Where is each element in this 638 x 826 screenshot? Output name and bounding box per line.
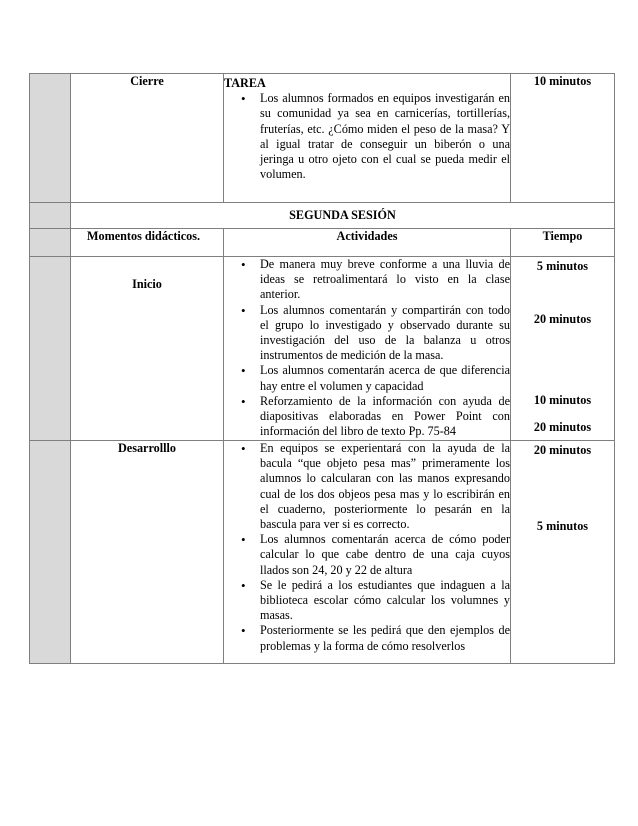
task-title: TAREA [224, 76, 266, 90]
list-item: • Los alumnos formados en equipos investigarán en su comunidad ya sea en carnicerías, tortillerías, fruterías, etc. ¿Cómo miden el peso de la masa? Y al igual tratar de conseguir un biberón o una jeringa u otro ojeto con el cual se pueda medir el volumen. [224, 91, 510, 182]
list-item: • Reforzamiento de la información con ayuda de diapositivas elaboradas en Power Point con información del libro de texto Pp. 75-84 [224, 394, 510, 440]
list-item: • En equipos se experientará con la ayuda de la bacula “que objeto pesa mas” primeramente los alumnos lo calcularan con las manos expresando cual de los dos objeos pesa mas y lo escribirán en el cuaderno, posteriormente lo pesarán en la bascula para ver si es correcto. [224, 441, 510, 532]
inicio-row [30, 257, 615, 441]
side-shade [30, 257, 71, 441]
time-value: 10 minutos [533, 393, 592, 407]
inicio-list [224, 257, 510, 439]
header-moments: Momentos didácticos. [71, 229, 224, 257]
lesson-plan-table [29, 73, 615, 664]
activities-desarrollo [224, 441, 511, 664]
activities-inicio [224, 257, 511, 441]
list-item: • De manera muy breve conforme a una lluvia de ideas se retroalimentará lo visto en la clase anterior. [224, 257, 510, 303]
activities-cierre [224, 74, 511, 203]
side-shade [30, 441, 71, 664]
list-item: • Los alumnos comentarán y compartirán con todo el grupo lo investigado y observado durante su investigación del uso de la balanza u otros instrumentos de medición de la masa. [224, 303, 510, 364]
header-row [30, 229, 615, 257]
side-shade [30, 229, 71, 257]
time-cierre: 10 minutos [511, 74, 615, 203]
desarrollo-list [224, 441, 510, 654]
side-shade [30, 74, 71, 203]
session-row [30, 203, 615, 229]
time-inicio [511, 257, 615, 441]
moment-desarrollo: Desarrolllo [71, 441, 224, 664]
header-activities: Actividades [224, 229, 511, 257]
list-item: • Los alumnos comentarán acerca de cómo poder calcular lo que cabe dentro de una caja cuyos llados son 24, 20 y 22 de altura [224, 532, 510, 578]
time-value: 20 minutos [533, 420, 592, 434]
header-time: Tiempo [511, 229, 615, 257]
time-value: 5 minutos [536, 519, 589, 533]
time-value: 20 minutos [533, 312, 592, 326]
time-value: 5 minutos [536, 259, 589, 273]
list-item: • Se le pedirá a los estudiantes que indaguen a la biblioteca escolar cómo calcular los volumnes y masas. [224, 578, 510, 624]
list-item: • Los alumnos comentarán acerca de que diferencia hay entre el volumen y capacidad [224, 363, 510, 393]
moment-inicio: Inicio [71, 257, 224, 441]
desarrollo-row [30, 441, 615, 664]
cierre-list [224, 91, 510, 182]
side-shade [30, 203, 71, 229]
time-desarrollo [511, 441, 615, 664]
session-title: SEGUNDA SESIÓN [71, 203, 615, 229]
cierre-row [30, 74, 615, 203]
time-value: 20 minutos [533, 443, 592, 457]
moment-cierre: Cierre [71, 74, 224, 203]
list-item: • Posteriormente se les pedirá que den ejemplos de problemas y la forma de cómo resolverlos [224, 623, 510, 653]
